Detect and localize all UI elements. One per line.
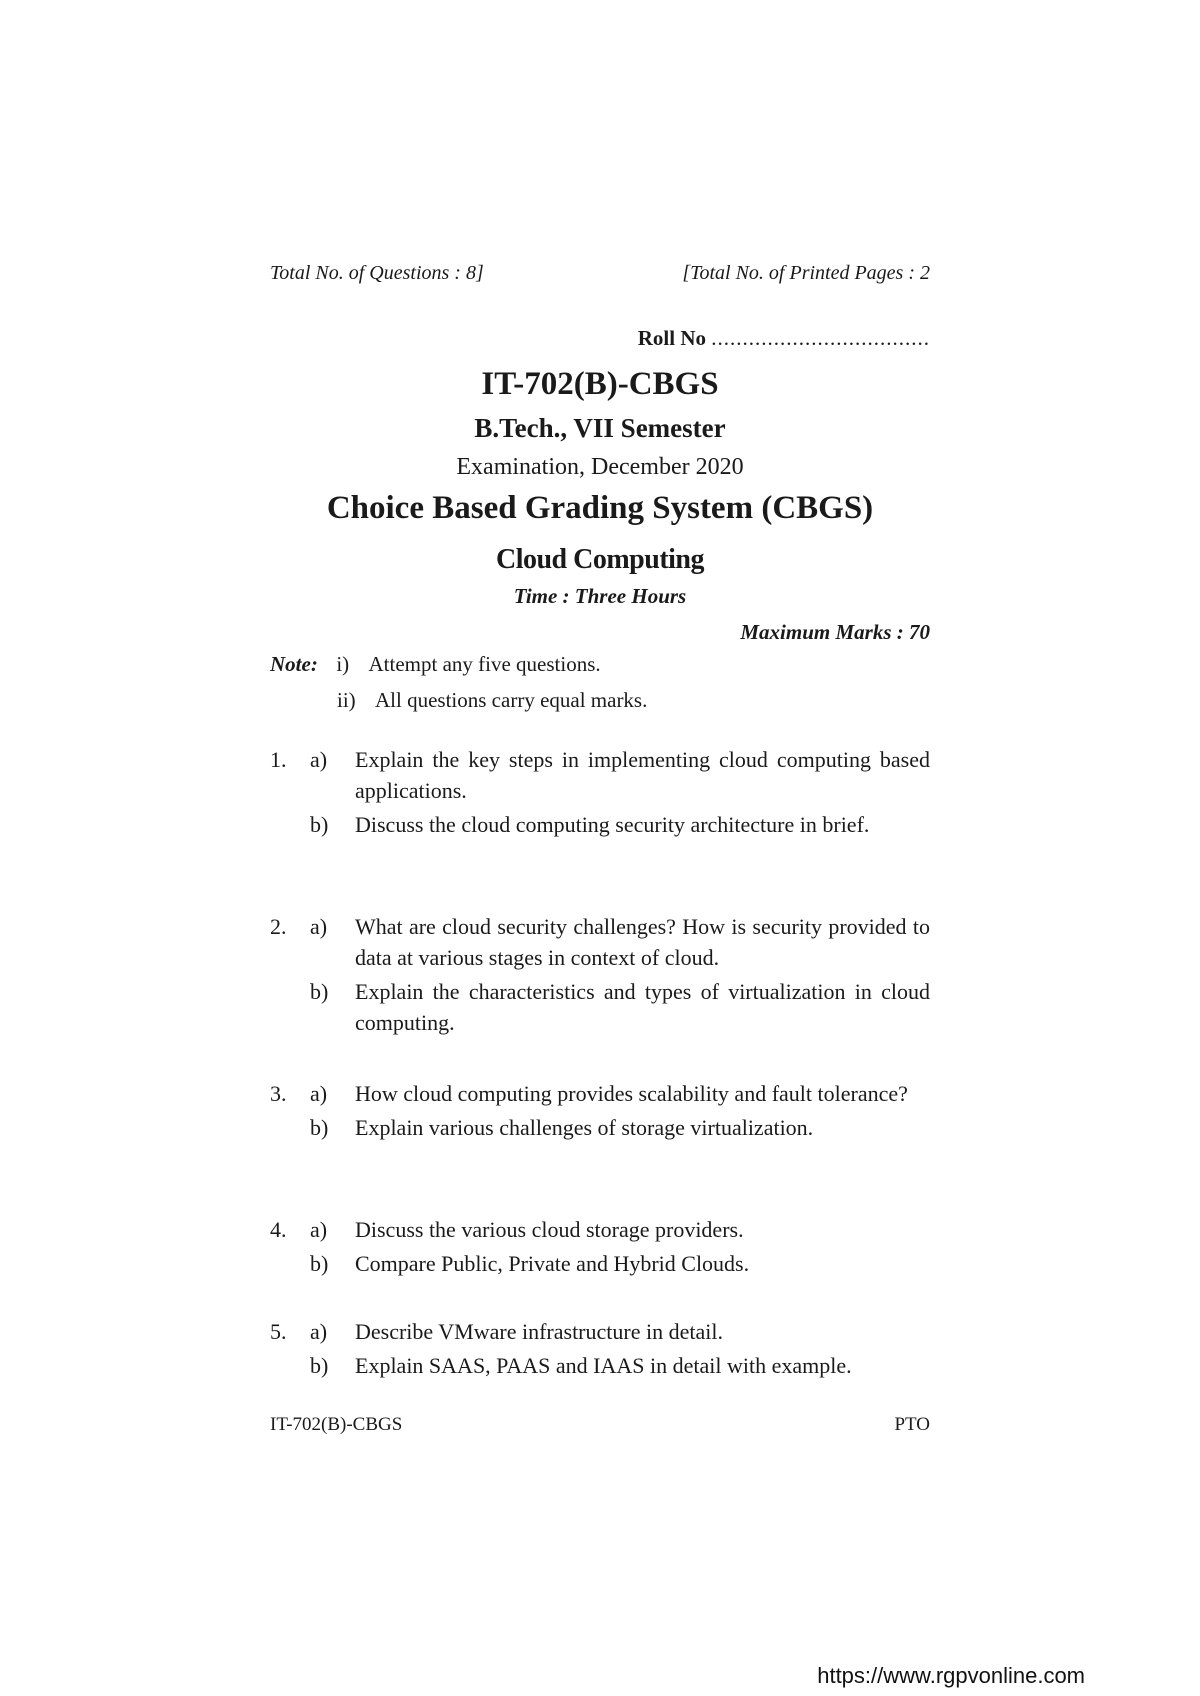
- question-part: [270, 809, 930, 840]
- question-part: [270, 911, 930, 973]
- part-text: Explain the characteristics and types of virtualization in cloud computing.: [355, 979, 930, 1035]
- question-5: [270, 1316, 930, 1381]
- part-text: Explain SAAS, PAAS and IAAS in detail with example.: [355, 1353, 852, 1378]
- question-number: 1.: [270, 747, 287, 772]
- question-2: [270, 911, 930, 1038]
- part-label: b): [310, 1353, 329, 1378]
- examination: Examination, December 2020: [456, 454, 744, 480]
- question-part: [270, 1248, 930, 1279]
- question-number: 4.: [270, 1217, 287, 1242]
- part-label: b): [310, 979, 329, 1004]
- subject: Cloud Computing: [495, 544, 704, 575]
- note-item: [337, 688, 647, 713]
- note-text: All questions carry equal marks.: [375, 688, 648, 712]
- roll-label: Roll No: [637, 326, 706, 350]
- maximum-marks: Maximum Marks : 70: [740, 620, 930, 644]
- question-part: [270, 1112, 930, 1143]
- part-text: Discuss the various cloud storage providers.: [355, 1217, 744, 1242]
- note-item: [270, 652, 601, 677]
- note-text: Attempt any five questions.: [368, 652, 601, 676]
- total-questions: Total No. of Questions : 8]: [270, 262, 484, 284]
- question-part: [270, 1350, 930, 1381]
- part-text: Describe VMware infrastructure in detail.: [355, 1319, 723, 1344]
- part-label: a): [310, 914, 328, 939]
- note-label: Note:: [270, 652, 318, 676]
- question-4: [270, 1214, 930, 1279]
- note-num: i): [336, 652, 350, 676]
- part-label: b): [310, 1115, 329, 1140]
- part-label: a): [310, 1081, 328, 1106]
- part-text: Explain the key steps in implementing cloud computing based applications.: [355, 747, 930, 803]
- semester: B.Tech., VII Semester: [474, 413, 726, 443]
- question-number: 3.: [270, 1081, 287, 1106]
- question-part: [270, 1078, 930, 1109]
- part-label: b): [310, 1251, 329, 1276]
- printed-pages: [Total No. of Printed Pages : 2: [682, 262, 930, 284]
- question-part: [270, 1316, 930, 1347]
- part-label: a): [310, 747, 328, 772]
- part-text: Discuss the cloud computing security architecture in brief.: [355, 812, 870, 837]
- part-text: Explain various challenges of storage virtualization.: [355, 1115, 814, 1140]
- part-text: How cloud computing provides scalability and fault tolerance?: [355, 1081, 908, 1106]
- question-1: [270, 744, 930, 840]
- part-label: a): [310, 1319, 328, 1344]
- part-text: What are cloud security challenges? How is security provided to data at various stages in context of cloud.: [355, 914, 930, 970]
- question-3: [270, 1078, 930, 1143]
- source-url-link[interactable]: https://www.rgpvonline.com: [817, 1663, 1085, 1688]
- question-part: [270, 1214, 930, 1245]
- question-part: [270, 976, 930, 1038]
- footer-pto: PTO: [894, 1414, 930, 1435]
- part-label: a): [310, 1217, 328, 1242]
- roll-dots: ...................................: [711, 326, 930, 350]
- part-text: Compare Public, Private and Hybrid Clouds.: [355, 1251, 750, 1276]
- footer-paper-code: IT-702(B)-CBGS: [270, 1414, 403, 1435]
- question-part: [270, 744, 930, 806]
- roll-number-line: [638, 326, 930, 351]
- grading-system: Choice Based Grading System (CBGS): [326, 490, 874, 526]
- question-number: 5.: [270, 1319, 287, 1344]
- part-label: b): [310, 812, 329, 837]
- paper-code: IT-702(B)-CBGS: [481, 366, 719, 402]
- question-number: 2.: [270, 914, 287, 939]
- time-allowed: Time : Three Hours: [513, 584, 687, 608]
- note-num: ii): [337, 688, 356, 712]
